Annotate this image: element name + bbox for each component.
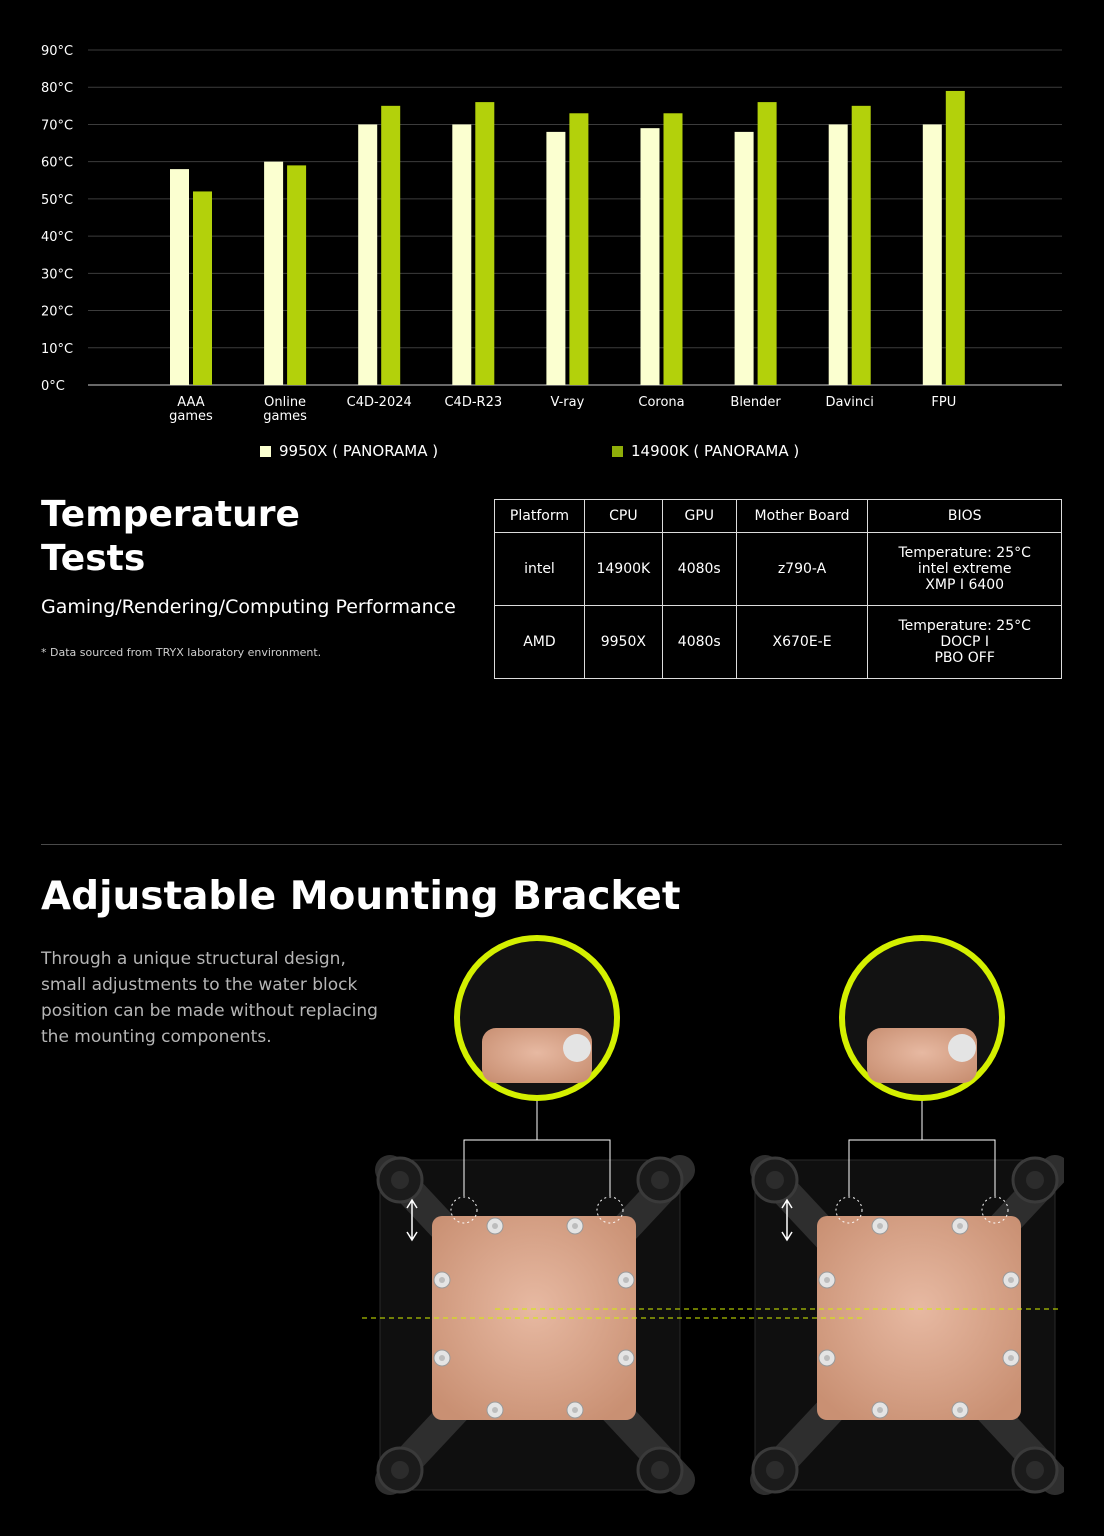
bios-line: PBO OFF — [934, 650, 995, 666]
y-tick-label: 20°C — [41, 304, 74, 320]
bracket-heading: Adjustable Mounting Bracket — [41, 874, 681, 919]
temperature-tests-heading — [41, 493, 461, 581]
screw-center — [492, 1407, 498, 1413]
legend-swatch-9950x — [260, 446, 271, 457]
cell-bios — [868, 606, 1062, 679]
table-row — [495, 533, 1062, 606]
screw-center — [492, 1223, 498, 1229]
x-tick-label-line: C4D-R23 — [444, 395, 503, 410]
header-cpu: CPU — [584, 500, 662, 533]
bar-14900k — [475, 102, 494, 385]
cell-cpu: 9950X — [584, 606, 662, 679]
header-gpu: GPU — [662, 500, 736, 533]
mount-knob-center — [651, 1461, 669, 1479]
x-tick-label-line: Blender — [730, 395, 781, 410]
x-tick-label — [550, 395, 584, 410]
cell-platform: AMD — [495, 606, 585, 679]
screw-center — [1008, 1355, 1014, 1361]
header-platform: Platform — [495, 500, 585, 533]
screw-center — [957, 1223, 963, 1229]
y-tick-label: 60°C — [41, 155, 74, 171]
x-tick-label — [730, 395, 781, 410]
x-tick-label — [826, 395, 874, 410]
x-tick-label — [263, 395, 307, 424]
y-tick-label: 70°C — [41, 118, 74, 134]
x-tick-label-line: Online — [264, 395, 307, 410]
screw-center — [1008, 1277, 1014, 1283]
bios-line: XMP I 6400 — [925, 577, 1005, 593]
y-tick-label: 0°C — [41, 379, 65, 394]
bar-14900k — [946, 91, 965, 385]
bar-14900k — [569, 113, 588, 385]
bar-14900k — [287, 165, 306, 385]
bar-9950x — [546, 132, 565, 385]
zoom-screw — [948, 1034, 976, 1062]
bar-9950x — [923, 124, 942, 385]
bar-9950x — [735, 132, 754, 385]
bios-line: intel extreme — [917, 561, 1012, 577]
cell-cpu: 14900K — [584, 533, 662, 606]
bar-14900k — [664, 113, 683, 385]
bar-9950x — [358, 124, 377, 385]
y-tick-label: 30°C — [41, 267, 74, 283]
bar-14900k — [758, 102, 777, 385]
x-tick-label — [169, 395, 213, 424]
screw-center — [824, 1355, 830, 1361]
data-source-note: * Data sourced from TRYX laboratory environment. — [41, 646, 322, 659]
x-tick-label-line: V-ray — [550, 395, 585, 410]
x-tick-label-line: Davinci — [825, 395, 874, 410]
y-tick-label: 80°C — [41, 81, 74, 97]
cell-board: X670E-E — [736, 606, 868, 679]
x-tick-label-line: FPU — [931, 395, 957, 410]
bar-14900k — [381, 106, 400, 385]
screw-center — [623, 1355, 629, 1361]
bar-9950x — [264, 162, 283, 385]
legend-label-9950x: 9950X ( PANORAMA ) — [279, 442, 439, 460]
legend-item-14900k — [612, 442, 799, 460]
screw-center — [439, 1355, 445, 1361]
mount-knob-center — [766, 1461, 784, 1479]
temperature-bar-chart — [0, 0, 1104, 440]
bios-line: Temperature: 25°C — [898, 545, 1031, 561]
temperature-subtitle: Gaming/Rendering/Computing Performance — [41, 596, 456, 618]
header-mother-board: Mother Board — [736, 500, 868, 533]
bracket-description: Through a unique structural design, small adjustments to the water block position can be made without replacing the mounting components. — [41, 949, 378, 1047]
chart-legend — [0, 442, 1104, 466]
bracket-unit-right — [753, 938, 1057, 1492]
copper-cold-plate — [817, 1216, 1021, 1420]
bar-9950x — [170, 169, 189, 385]
section-divider — [41, 844, 1062, 845]
cell-board: z790-A — [736, 533, 868, 606]
test-platform-table — [494, 499, 1062, 679]
heading-line-2: Tests — [41, 538, 146, 579]
screw-center — [623, 1277, 629, 1283]
table-row — [495, 606, 1062, 679]
mount-knob-center — [391, 1461, 409, 1479]
bar-9950x — [641, 128, 660, 385]
y-tick-label: 90°C — [41, 44, 74, 59]
y-tick-label: 40°C — [41, 230, 74, 246]
cell-bios — [868, 533, 1062, 606]
cell-gpu: 4080s — [662, 533, 736, 606]
bar-14900k — [193, 191, 212, 385]
mount-knob-center — [391, 1171, 409, 1189]
bar-9950x — [452, 124, 471, 385]
header-bios: BIOS — [868, 500, 1062, 533]
x-tick-label-line: AAA — [177, 395, 205, 410]
bar-9950x — [829, 124, 848, 385]
x-tick-label — [444, 395, 502, 410]
cell-gpu: 4080s — [662, 606, 736, 679]
mounting-bracket-illustration — [350, 930, 1064, 1500]
heading-line-1: Temperature — [41, 494, 300, 535]
screw-center — [439, 1277, 445, 1283]
screw-center — [877, 1407, 883, 1413]
screw-center — [572, 1223, 578, 1229]
zoom-screw — [563, 1034, 591, 1062]
cell-platform: intel — [495, 533, 585, 606]
legend-label-14900k: 14900K ( PANORAMA ) — [631, 442, 800, 460]
screw-center — [877, 1223, 883, 1229]
screw-center — [824, 1277, 830, 1283]
y-tick-label: 50°C — [41, 192, 74, 208]
bios-line: DOCP I — [940, 634, 989, 650]
x-tick-label — [931, 395, 956, 410]
x-tick-label-line: games — [169, 409, 213, 424]
mount-knob-center — [651, 1171, 669, 1189]
screw-center — [957, 1407, 963, 1413]
screw-center — [572, 1407, 578, 1413]
mount-knob-center — [1026, 1171, 1044, 1189]
table-header-row — [495, 500, 1062, 533]
y-tick-label: 10°C — [41, 341, 74, 357]
x-tick-label-line: games — [263, 409, 307, 424]
bracket-unit-left — [378, 938, 682, 1492]
legend-swatch-14900k — [612, 446, 623, 457]
x-tick-label-line: C4D-2024 — [346, 395, 412, 410]
legend-item-9950x — [260, 442, 438, 460]
bios-line: Temperature: 25°C — [898, 618, 1031, 634]
mount-knob-center — [766, 1171, 784, 1189]
mount-knob-center — [1026, 1461, 1044, 1479]
x-tick-label — [638, 395, 684, 410]
bar-14900k — [852, 106, 871, 385]
x-tick-label-line: Corona — [638, 395, 685, 410]
x-tick-label — [347, 395, 412, 410]
